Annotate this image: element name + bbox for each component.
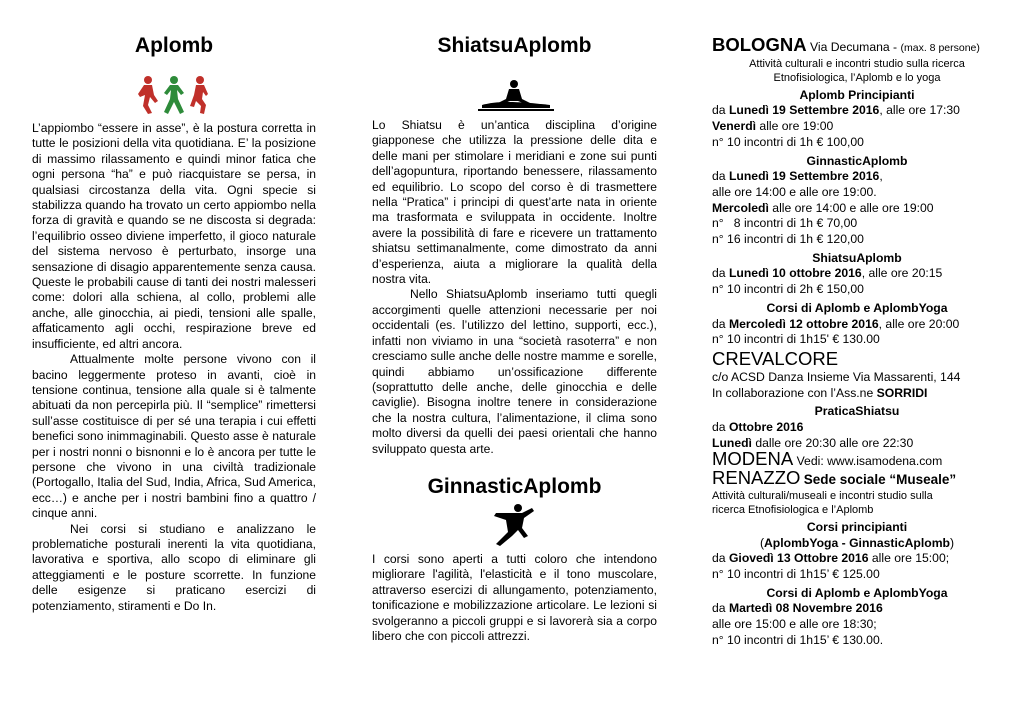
section-aplomb-principianti: Aplomb Principianti (799, 87, 915, 102)
city-modena: MODENA Vedi: www.isamodena.com (712, 448, 943, 470)
section-shiatsu: ShiatsuAplomb (812, 250, 902, 265)
s5-line2: Lunedì dalle ore 20:30 alle ore 22:30 (712, 435, 914, 450)
aplomb-paragraph-2: Attualmente molte persone vivono con il bacino leggermente proteso in avanti, cioè in tensione continua, tensione alla quale si è talmente abituati da non percepirla più. Il “semplice” rimettersi sull’asse costituisce di per sé una terapia i cui effetti benefici sono inimmaginabili. Questo asse è naturale per i nostri nonni o bisnonni e lo è ancora per tutte le persone che vivono in una civiltà tradizionale (Portogallo, Italia del Sud, India, Africa, Sud America, ecc…) e anche per i nostri bambini fino a quattro / cinque anni. (32, 352, 316, 521)
s6-line1: da Giovedì 13 Ottobre 2016 alle ore 15:00; (712, 551, 950, 566)
city-crevalcore: CREVALCORE (712, 347, 839, 369)
s3-line2: n° 10 incontri di 2h € 150,00 (712, 282, 864, 297)
bologna-max: (max. 8 persone) (900, 42, 980, 54)
s1-line2: Venerdì alle ore 19:00 (712, 119, 834, 134)
renazzo-line2: ricerca Etnofisiologica e l’Aplomb (712, 504, 874, 517)
ginnastic-paragraph: I corsi sono aperti a tutti coloro che intendono migliorare l'agilità, l'elasticità e il tono muscolare, attraverso esercizi di allungamento, potenziamento, tonificazione e mobilizzazione articolare. Le lezioni si svolgeranno a piccoli gruppi e si lavorerà sia a corpo libero che con piccoli attrezzi. (372, 552, 657, 644)
city-renazzo: RENAZZO Sede sociale “Museale” (712, 467, 957, 489)
dancer-icon (484, 502, 540, 550)
section-corsi-principianti: Corsi principianti (806, 519, 908, 534)
s6-line2: n° 10 incontri di 1h15’ € 125.00 (712, 566, 880, 581)
s5-line1: da Ottobre 2016 (712, 420, 804, 435)
three-figures-icon (134, 75, 214, 115)
shiatsu-paragraph-2: Nello ShiatsuAplomb inseriamo tutti quegli accorgimenti quelle attenzioni necessarie per noi occidentali (es. l’utilizzo del lettino, supporti, ecc.), infatti non viviamo in una “società rasoterra” e non cresciamo sulle anche delle nostre mamme e sorelle, quindi abbiamo un’ossificazione differente (soprattutto delle anche, delle ginocchia e delle caviglie). Bisogna inoltre tenere in considerazione che la nostra cultura, l’alimentazione, il clima sono molto diversi da quelli dei paesi orientali che hanno sviluppato questa arte. (372, 287, 658, 456)
s7-line3: n° 10 incontri di 1h15’ € 130.00. (712, 632, 884, 647)
bologna-address: Via Decumana - (809, 40, 898, 54)
bologna-note-1: Attività culturali e incontri studio sulla ricerca (749, 57, 965, 70)
s6-subtitle: (AplombYoga - GinnasticAplomb) (759, 535, 955, 550)
s3-line1: da Lunedì 10 ottobre 2016, alle ore 20:15 (712, 266, 943, 281)
crevalcore-line2: In collaborazione con l’Ass.ne SORRIDI (712, 385, 928, 400)
s2-line1: da Lunedì 19 Settembre 2016, (712, 169, 883, 184)
renazzo-sede: Sede sociale “Museale” (803, 472, 957, 488)
s2-line2: alle ore 14:00 e alle ore 19:00. (712, 184, 877, 199)
s4-line1: da Mercoledì 12 ottobre 2016, alle ore 20:00 (712, 316, 960, 331)
s2-line3: Mercoledì alle ore 14:00 e alle ore 19:00 (712, 200, 934, 215)
aplomb-title: Aplomb (134, 34, 214, 57)
bologna-note-2: Etnofisiologica, l’Aplomb e lo yoga (773, 72, 941, 85)
shiatsu-paragraph-1: Lo Shiatsu è un’antica disciplina d’origine giapponese che utilizza la pressione delle dita e delle mani per stimolare i meridiani e zone sui punti dell’agopuntura, riportando benessere, rilassamento ed equilibrio. Lo scopo del corso è di trasmettere nella “Pratica” i principi di quest’arte nata in oriente ma trasformata e sviluppata in occidente. Inoltre avere la possibilità di fare e ricevere un trattamento shiatsu settimanalmente, come dimostrato da anni d’esperienza, aiuta a migliorare la qualità della nostra vita. (372, 118, 657, 287)
section-pratica-shiatsu: PraticaShiatsu (814, 404, 900, 419)
ginnastic-title: GinnasticAplomb (427, 475, 602, 498)
renazzo-line1: Attività culturali/museali e incontri studio sulla (712, 489, 933, 502)
crevalcore-line1: c/o ACSD Danza Insieme Via Massarenti, 144 (712, 369, 961, 384)
s2-line5: n° 16 incontri di 1h € 120,00 (712, 232, 864, 247)
s1-line3: n° 10 incontri di 1h € 100,00 (712, 134, 864, 149)
shiatsu-title: ShiatsuAplomb (437, 34, 592, 57)
aplomb-paragraph-1: L’appiombo “essere in asse”, è la postura corretta in tutte le posizioni della vita quotidiana. E’ la posizione di massimo rilassamento e quindi minor fatica che ogni persona “ha” e può riacquistare se persa, in qualsiasi circostanza della vita. Ogni specie si stabilizza quando ha trovato un certo appiombo nella forza di gravità e quando se ne discosta si degrada: l’equilibrio osseo diviene imperfetto, il gioco naturale del sistema nervoso è perturbato, insorge una sensazione di disagio apparentemente senza causa. Queste le probabili cause di tanti dei nostri malesseri come: dolori alla schiena, al collo, problemi alle anche, alle ginocchia, ai piedi, tensioni alle spalle, affaticamento agli occhi, respirazione breve ed insufficiente, ed altri ancora. (32, 121, 316, 351)
s4-line2: n° 10 incontri di 1h15' € 130.00 (712, 332, 880, 347)
aplomb-paragraph-3: Nei corsi si studiano e analizzano le problematiche posturali inerenti la vita quotidiana, lavorativa e sportiva, allo scopo di eliminare gli atteggiamenti e le posture scorrette. In funzione delle esigenze si praticano esercizi di potenziamento, stiramenti e Do In. (32, 521, 316, 613)
s1-line1: da Lunedì 19 Settembre 2016, alle ore 17:30 (712, 103, 960, 118)
section-ginnastic: GinnasticAplomb (806, 153, 908, 168)
s7-line1: da Martedì 08 Novembre 2016 (712, 601, 883, 616)
s7-line2: alle ore 15:00 e alle ore 18:30; (712, 617, 877, 632)
shiatsu-treatment-icon (476, 79, 556, 113)
section-aplomb-yoga-renazzo: Corsi di Aplomb e AplombYoga (766, 585, 948, 600)
modena-website: Vedi: www.isamodena.com (796, 454, 943, 469)
city-bologna: BOLOGNA (712, 34, 807, 55)
s2-line4: n° 8 incontri di 1h € 70,00 (712, 216, 858, 231)
section-aplomb-yoga: Corsi di Aplomb e AplombYoga (766, 300, 948, 315)
